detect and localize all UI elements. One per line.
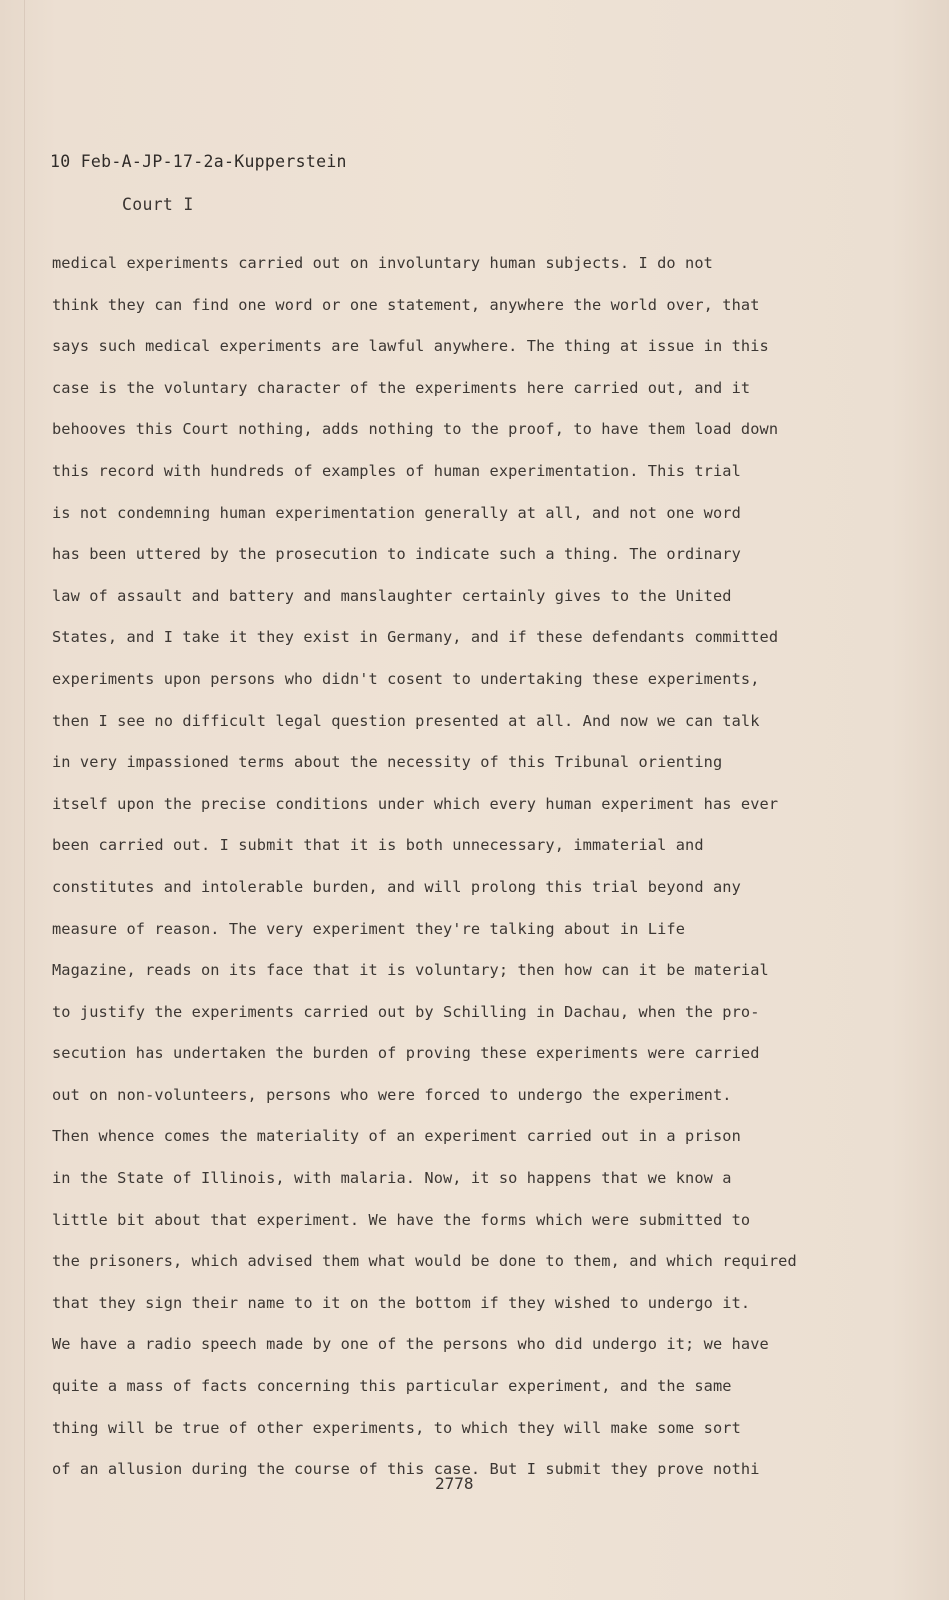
transcript-line: that they sign their name to it on the bottom if they wished to undergo it. [52,1293,751,1312]
transcript-line: case is the voluntary character of the experiments here carried out, and it [52,378,751,397]
transcript-line: medical experiments carried out on involuntary human subjects. I do not [52,254,713,272]
transcript-line: thing will be true of other experiments, to which they will make some sort [52,1418,741,1437]
transcript-line: quite a mass of facts concerning this particular experiment, and the same [52,1377,732,1396]
transcript-line: constitutes and intolerable burden, and will prolong this trial beyond any [52,877,741,896]
transcript-line: We have a radio speech made by one of the persons who did undergo it; we have [52,1335,769,1354]
transcript-line: the prisoners, which advised them what would be done to them, and which required [52,1252,797,1271]
court-designation: Court I [122,195,194,214]
page-number: 2778 [435,1474,474,1493]
transcript-line: law of assault and battery and manslaughter certainly gives to the United [52,586,732,605]
transcript-line: States, and I take it they exist in Germany, and if these defendants committed [52,628,779,647]
transcript-body [52,252,912,1500]
transcript-line: behooves this Court nothing, adds nothing to the proof, to have them load down [52,420,779,439]
transcript-line: has been uttered by the prosecution to indicate such a thing. The ordinary [52,545,741,564]
transcript-line: is not condemning human experimentation generally at all, and not one word [52,503,741,522]
transcript-line: measure of reason. The very experiment they're talking about in Life [52,919,686,938]
transcript-line: says such medical experiments are lawful anywhere. The thing at issue in this [52,337,769,356]
document-header: 10 Feb-A-JP-17-2a-Kupperstein [50,152,347,171]
transcript-line: secution has undertaken the burden of proving these experiments were carried [52,1044,760,1063]
transcript-line: this record with hundreds of examples of human experimentation. This trial [52,461,741,480]
paper-fold-line [24,0,25,1600]
transcript-line: in very impassioned terms about the necessity of this Tribunal orienting [52,753,723,772]
transcript-line: of an allusion during the course of this case. But I submit they prove nothi [52,1460,760,1479]
transcript-line: Then whence comes the materiality of an experiment carried out in a prison [52,1127,741,1146]
transcript-line: little bit about that experiment. We have the forms which were submitted to [52,1210,751,1229]
transcript-line: out on non-volunteers, persons who were forced to undergo the experiment. [52,1085,732,1104]
transcript-line: experiments upon persons who didn't cosent to undertaking these experiments, [52,669,760,688]
transcript-line: been carried out. I submit that it is both unnecessary, immaterial and [52,836,704,855]
transcript-line: itself upon the precise conditions under which every human experiment has ever [52,794,779,813]
transcript-line: Magazine, reads on its face that it is voluntary; then how can it be material [52,961,769,980]
transcript-line: in the State of Illinois, with malaria. Now, it so happens that we know a [52,1169,732,1188]
transcript-line: to justify the experiments carried out by Schilling in Dachau, when the pro- [52,1002,760,1021]
transcript-line: think they can find one word or one statement, anywhere the world over, that [52,295,760,314]
transcript-line: then I see no difficult legal question presented at all. And now we can talk [52,711,760,730]
